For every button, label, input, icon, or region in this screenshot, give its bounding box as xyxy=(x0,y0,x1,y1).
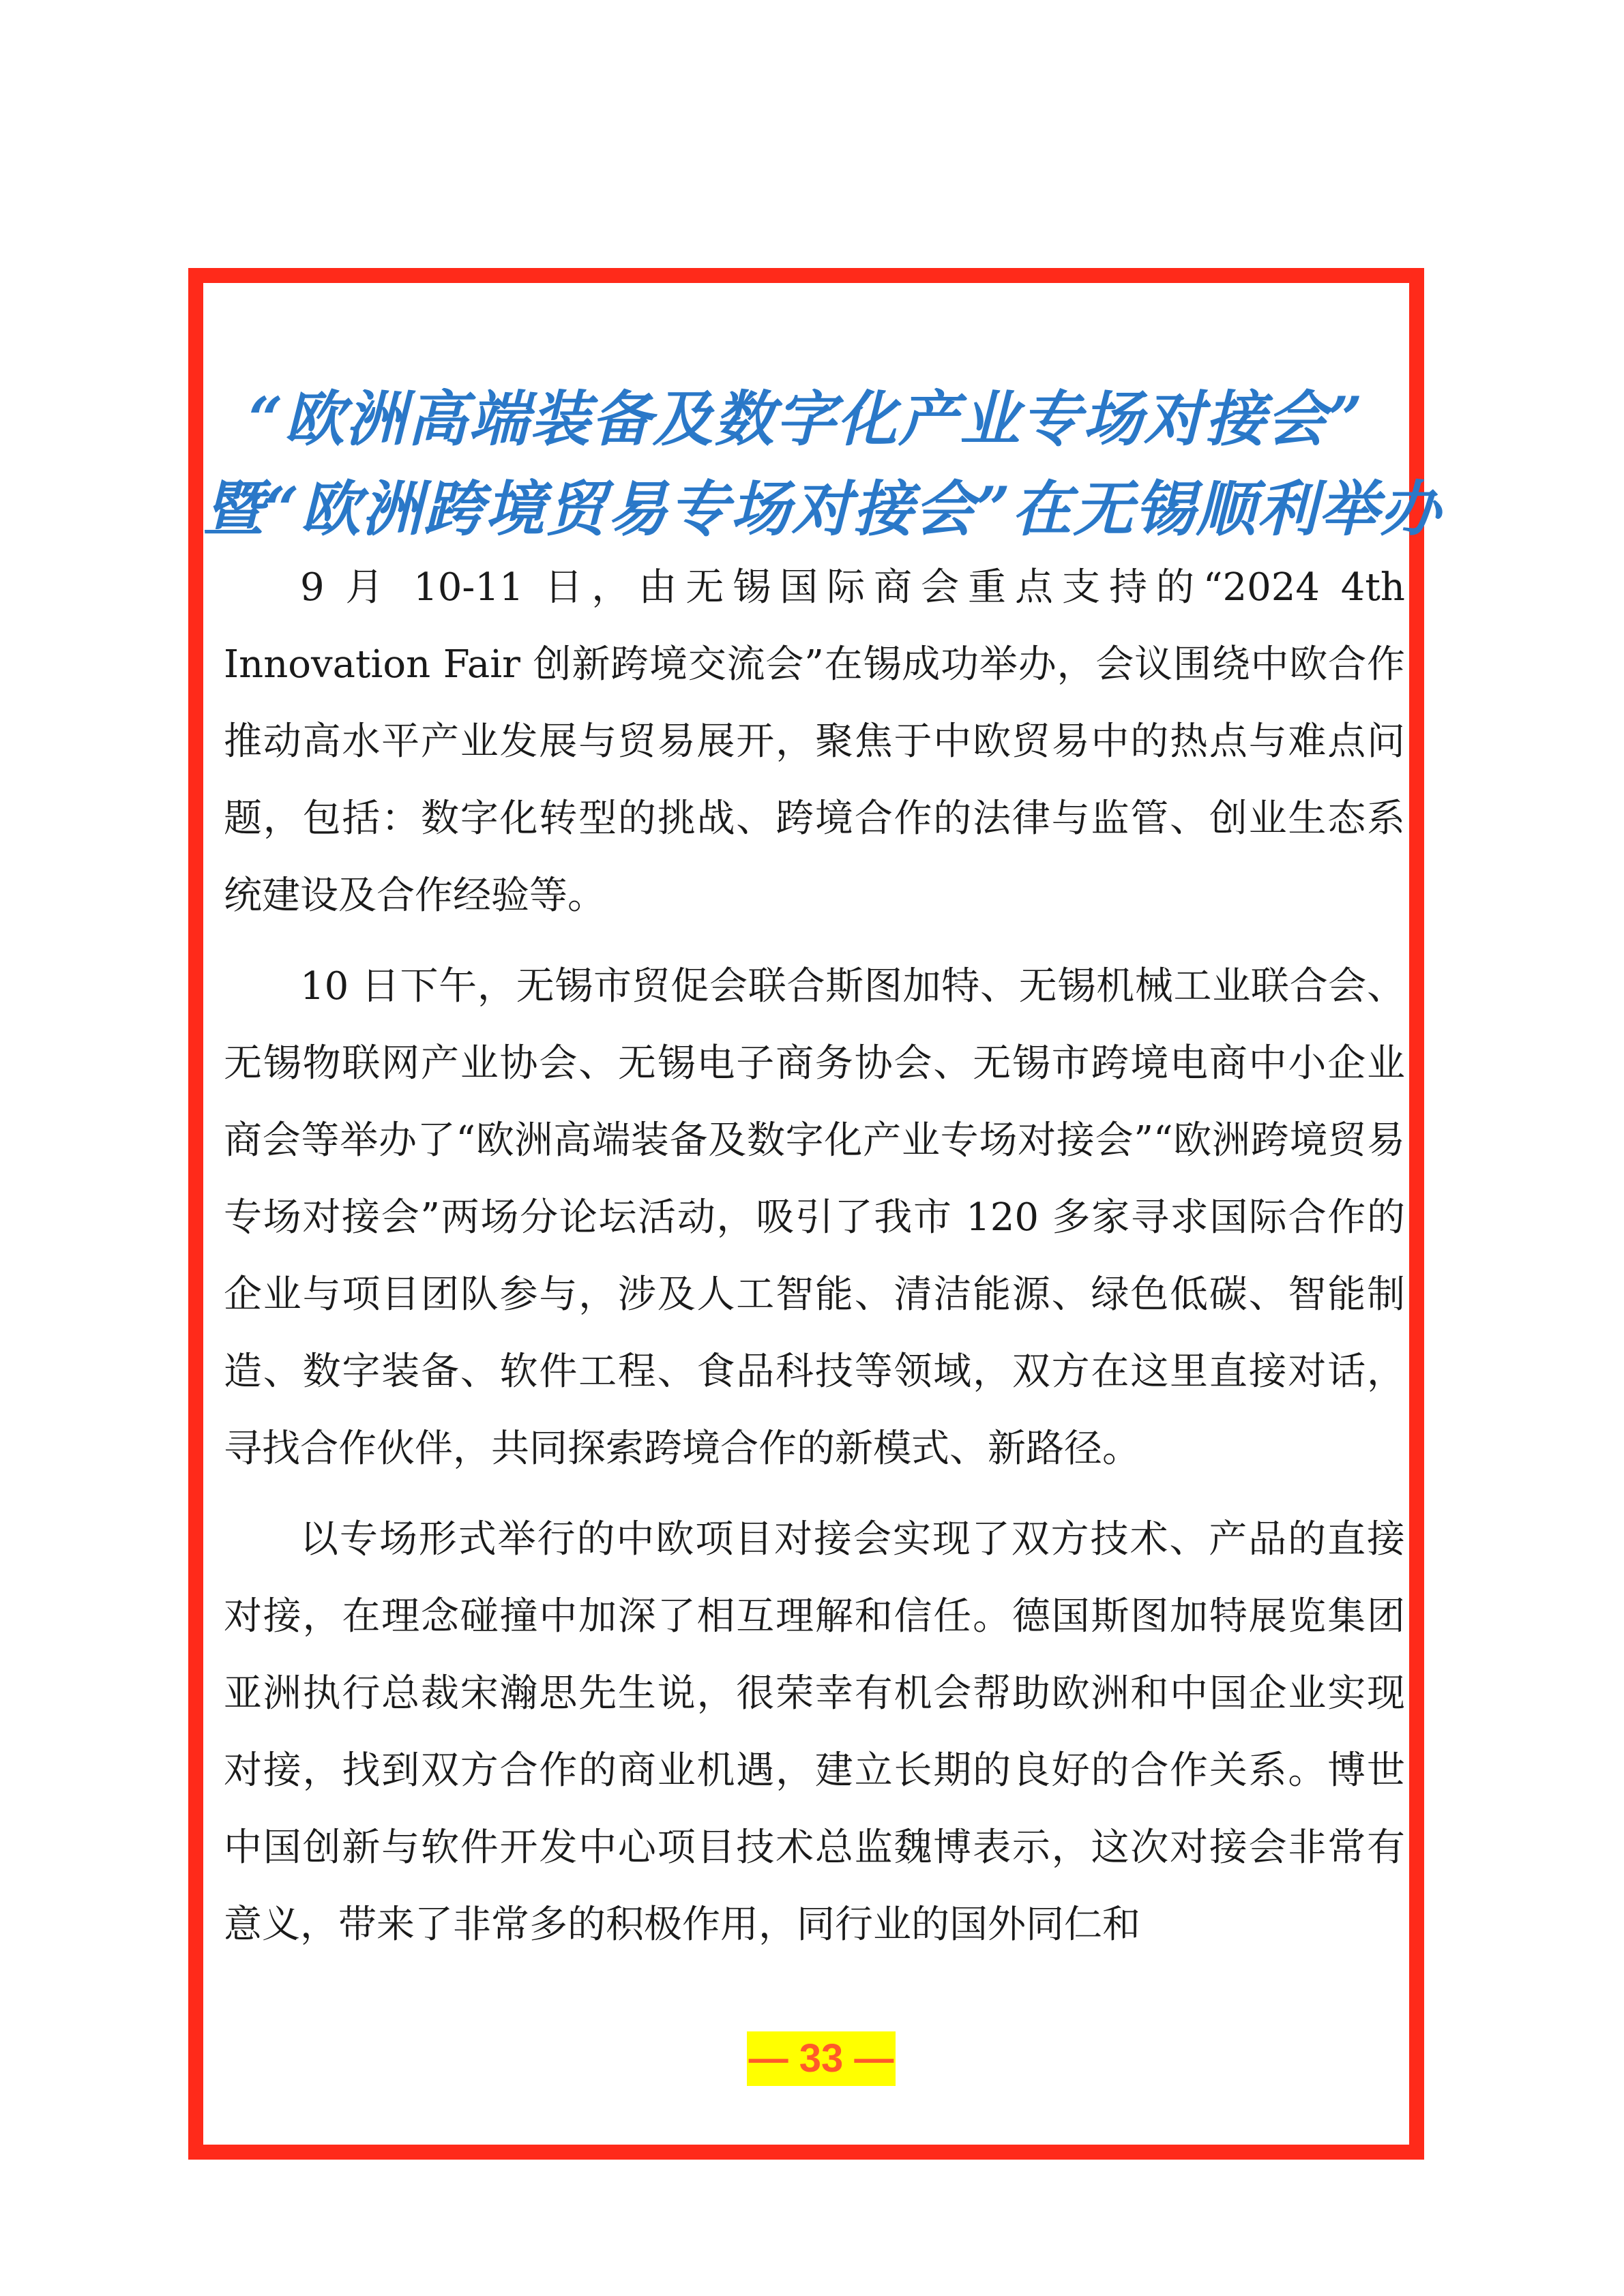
paragraph-3: 以专场形式举行的中欧项目对接会实现了双方技术、产品的直接对接，在理念碰撞中加深了相互理解和信任。德国斯图加特展览集团亚洲执行总裁宋瀚思先生说，很荣幸有机会帮助欧洲和中国企业实现对接，找到双方合作的商业机遇，建立长期的良好的合作关系。博世中国创新与软件开发中心项目技术总监魏博表示，这次对接会非常有意义，带来了非常多的积极作用，同行业的国外同仁和 xyxy=(224,1517,1405,1947)
page-number: — 33 — xyxy=(747,2031,896,2086)
red-border-frame xyxy=(188,268,1442,2160)
paragraph-1: 9 月 10-11 日，由无锡国际商会重点支持的“2024 4th Innovation Fair 创新跨境交流会”在锡成功举办，会议围绕中欧合作推动高水平产业发展与贸易展开，聚焦于中欧贸易中的热点与难点问题，包括：数字化转型的挑战、跨境合作的法律与监管、创业生态系统建设及合作经验等。 xyxy=(224,565,1405,918)
article-title-line-2: 暨“欧洲跨境贸易专场对接会”在无锡顺利举办 xyxy=(203,473,1442,544)
article-body xyxy=(224,549,1405,1963)
article-title-line-1: “欧洲高端装备及数字化产业专场对接会” xyxy=(248,383,1364,454)
paragraph-2: 10 日下午，无锡市贸促会联合斯图加特、无锡机械工业联合会、无锡物联网产业协会、无锡电子商务协会、无锡市跨境电商中小企业商会等举办了“欧洲高端装备及数字化产业专场对接会”“欧洲跨境贸易专场对接会”两场分论坛活动，吸引了我市 120 多家寻求国际合作的企业与项目团队参与，涉及人工智能、清洁能源、绿色低碳、智能制造、数字装备、软件工程、食品科技等领域，双方在这里直接对话，寻找合作伙伴，共同探索跨境合作的新模式、新路径。 xyxy=(224,964,1405,1471)
